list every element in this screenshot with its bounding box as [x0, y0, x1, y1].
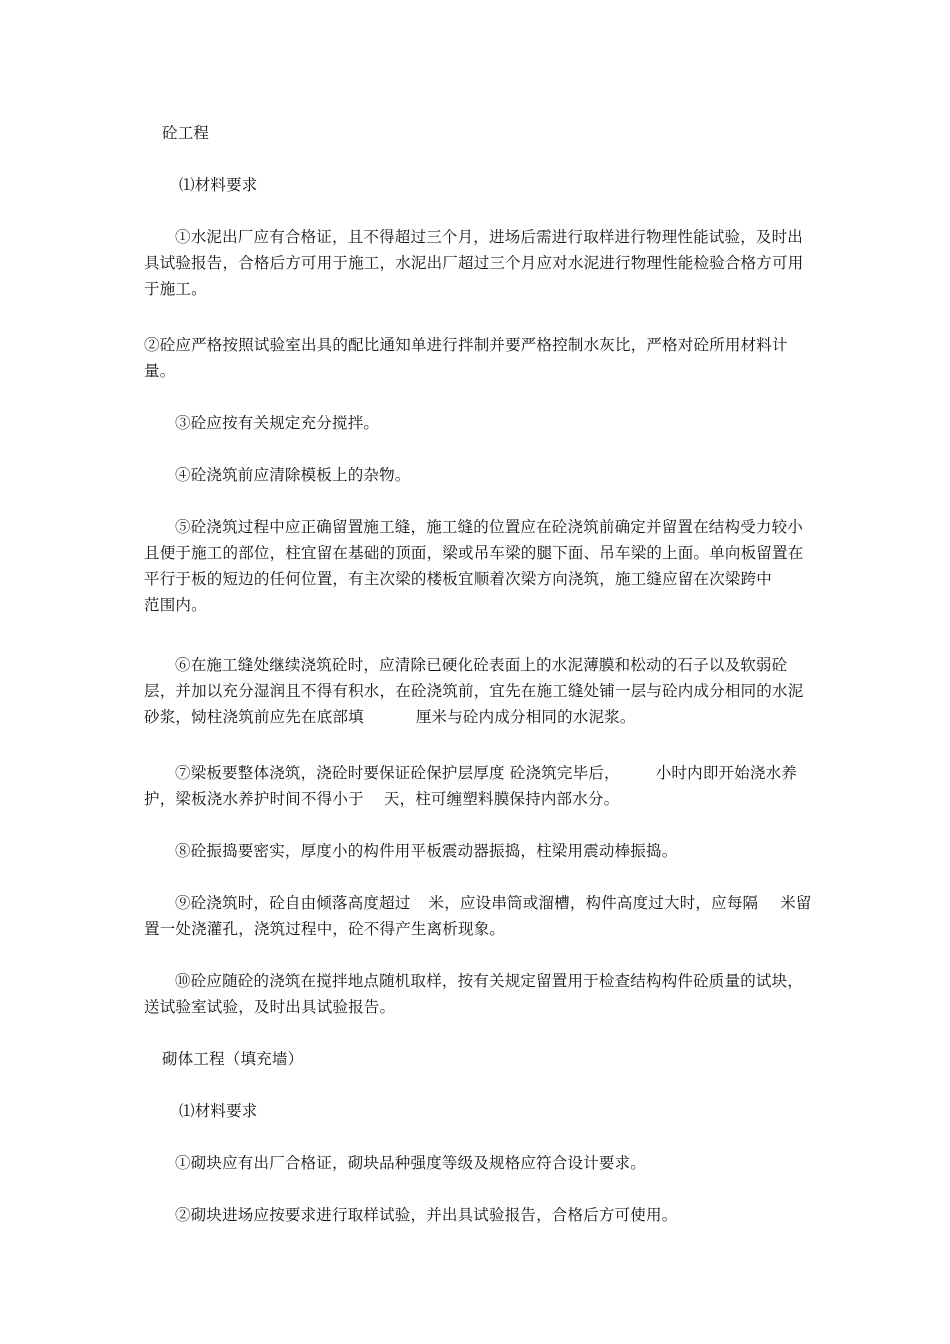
paragraph-item-10: ⑩砼应随砼的浇筑在搅拌地点随机取样，按有关规定留置用于检查结构构件砼质量的试块，送试验室试验，及时出具试验报告。: [144, 972, 804, 1016]
paragraph-masonry-item-1: ①砌块应有出厂合格证，砌块品种强度等级及规格应符合设计要求。: [175, 1154, 647, 1172]
paragraph-item-5: [144, 514, 814, 618]
item-7-tail: 天，柱可缠塑料膜保持内部水分。: [383, 790, 620, 808]
paragraph-item-4: ④砼浇筑前应清除模板上的杂物。: [175, 466, 411, 484]
paragraph-item-7: [144, 760, 814, 812]
item-9-text: ⑨砼浇筑时，砼自由倾落高度超过: [175, 894, 411, 912]
item-6-tail: 厘米与砼内成分相同的水泥浆。: [415, 708, 636, 726]
paragraph-item-2: ②砼应严格按照试验室出具的配比通知单进行拌制并要严格控制水灰比，严格对砼所用材料计量。: [144, 336, 788, 380]
paragraph-item-8: ⑧砼振捣要密实，厚度小的构件用平板震动器振捣，柱梁用震动棒振捣。: [175, 842, 678, 860]
paragraph-item-1: ①水泥出厂应有合格证，且不得超过三个月，进场后需进行取样进行物理性能试验，及时出具试验报告，合格后方可用于施工，水泥出厂超过三个月应对水泥进行物理性能检验合格方可用于施工。: [144, 228, 804, 298]
subsection-material-requirements: ⑴材料要求: [179, 176, 258, 194]
subsection-masonry-material-requirements: ⑴材料要求: [179, 1102, 258, 1120]
section-title-concrete: 砼工程: [162, 124, 210, 142]
item-9-tail: 米留置一处浇灌孔，浇筑过程中，砼不得产生离析现象。: [144, 894, 812, 938]
section-title-masonry: 砌体工程（填充墙）: [162, 1050, 304, 1068]
item-9-middle: 米，应设串筒或溜槽，构件高度过大时，应每隔: [428, 894, 759, 912]
item-7-text: ⑦梁板要整体浇筑，浇砼时要保证砼保护层厚度 砼浇筑完毕后，: [175, 764, 620, 782]
item-5-text: ⑤砼浇筑过程中应正确留置施工缝，施工缝的位置应在砼浇筑前确定并留置在结构受力较小且便于施工的部位，柱宜留在基础的顶面，梁或吊车梁的腿下面、吊车梁的上面。单向板留置在平行于板的短边的任何位置，有主次梁的楼板宜顺着次梁方向浇筑，施工缝应留在次梁跨中: [144, 518, 804, 588]
item-5-tail: 范围内。: [144, 596, 207, 614]
item-7-middle: 小时内即开始浇水养护，梁板浇水养护时间不得小于: [144, 764, 798, 808]
paragraph-masonry-item-2: ②砌块进场应按要求进行取样试验，并出具试验报告，合格后方可使用。: [175, 1206, 678, 1224]
paragraph-item-9: [144, 890, 814, 942]
paragraph-item-6: [144, 652, 814, 730]
paragraph-item-3: ③砼应按有关规定充分搅拌。: [175, 414, 380, 432]
item-6-text: ⑥在施工缝处继续浇筑砼时，应清除已硬化砼表面上的水泥薄膜和松动的石子以及软弱砼层，并加以充分湿润且不得有积水，在砼浇筑前，宜先在施工缝处铺一层与砼内成分相同的水泥砂浆，恸柱浇筑前应先在底部填: [144, 656, 804, 726]
